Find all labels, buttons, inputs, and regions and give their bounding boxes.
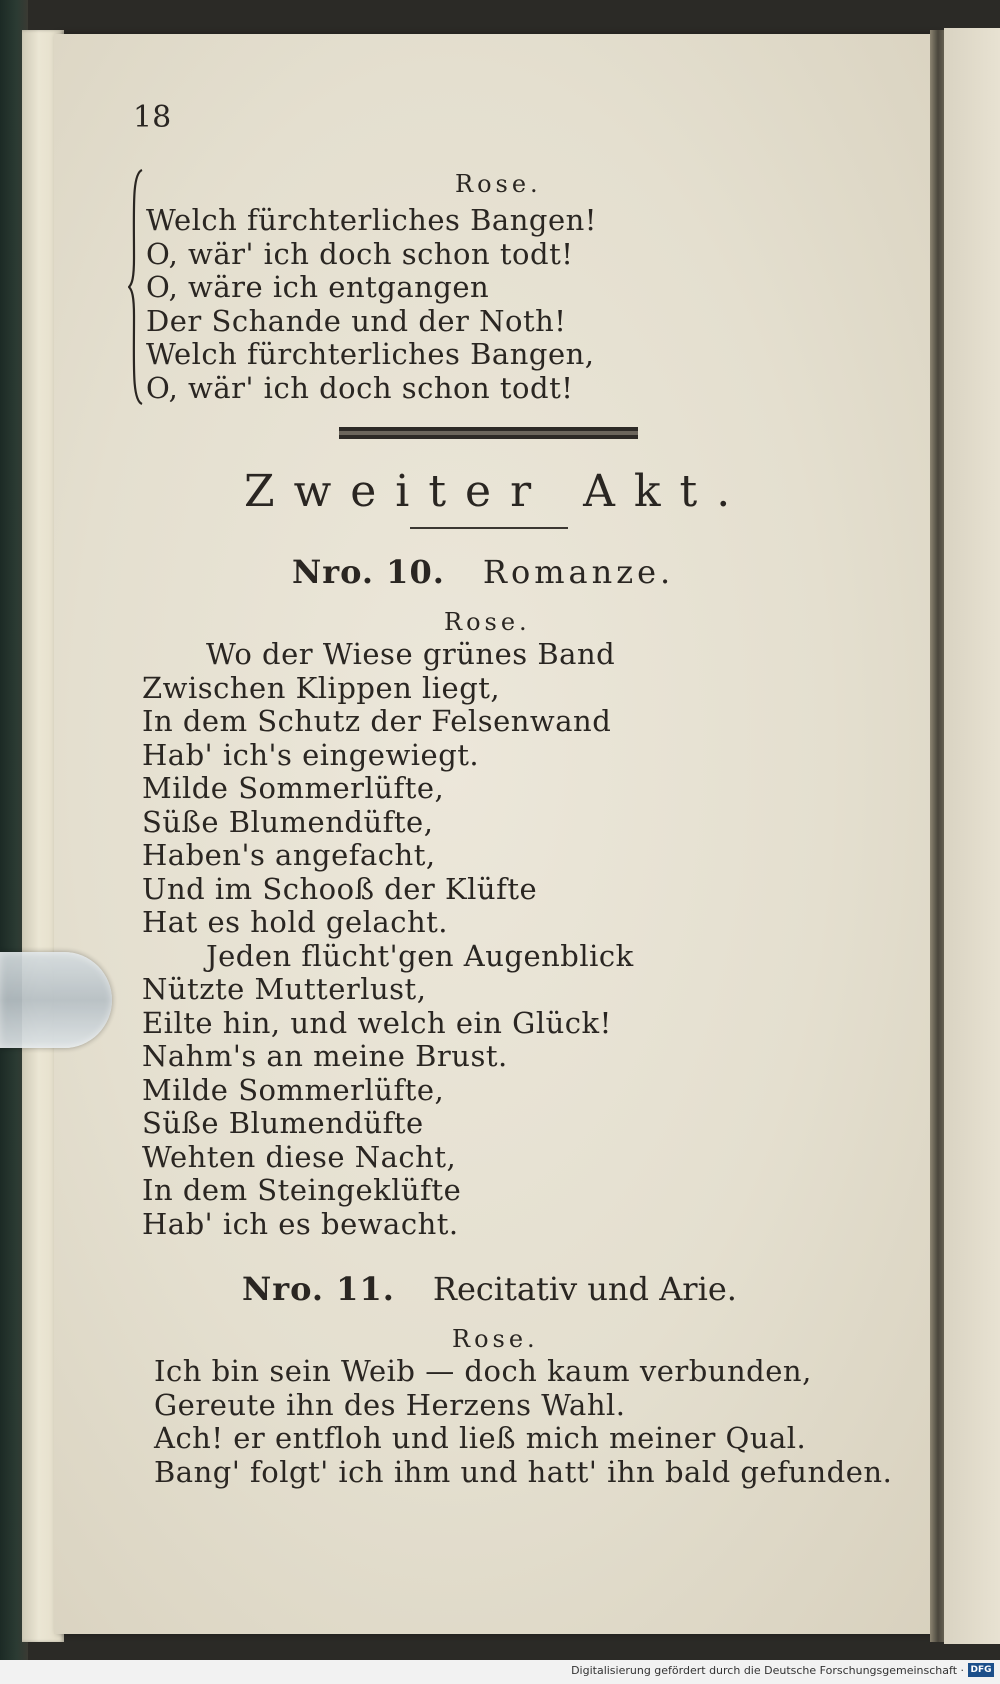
- verse-line: Und im Schooß der Klüfte: [142, 871, 538, 906]
- verse-line: Hab' ich's eingewiegt.: [142, 737, 480, 772]
- number-10-verse: [142, 638, 634, 1241]
- facing-page-edge: [944, 28, 1000, 1644]
- verse-line: Wehten diese Nacht,: [142, 1139, 457, 1174]
- verse-brace: [128, 168, 144, 406]
- verse-line: Eilte hin, und welch ein Glück!: [142, 1005, 612, 1040]
- number-10-title: Romanze.: [482, 553, 675, 591]
- footer-credit: Digitalisierung gefördert durch die Deutsche Forschungsgemeinschaft ·: [571, 1664, 964, 1677]
- scene-end-verse: [146, 204, 597, 405]
- verse-line: Gereute ihn des Herzens Wahl.: [154, 1387, 626, 1422]
- verse-line: Nahm's an meine Brust.: [142, 1039, 508, 1073]
- dfg-logo-icon: DFG: [968, 1663, 994, 1677]
- number-10-heading: [292, 553, 674, 591]
- verse-line: O, wäre ich entgangen: [146, 270, 490, 304]
- verse-line: Milde Sommerlüfte,: [142, 1072, 445, 1107]
- number-11-title: Recitativ und Arie.: [432, 1270, 737, 1308]
- number-11-label: Nro. 11.: [242, 1270, 395, 1308]
- scene-end-speaker: Rose.: [455, 170, 542, 198]
- verse-line: Süße Blumendüfte,: [142, 804, 434, 839]
- section-divider-thick: [339, 427, 638, 439]
- verse-line: Der Schande und der Noth!: [146, 303, 567, 338]
- verse-line: O, wär' ich doch schon todt!: [146, 236, 574, 271]
- number-11-speaker: Rose.: [452, 1325, 539, 1353]
- verse-line: Zwischen Klippen liegt,: [142, 670, 501, 705]
- number-11-verse: [154, 1355, 892, 1489]
- verse-line: In dem Schutz der Felsenwand: [142, 704, 612, 738]
- verse-line: Hat es hold gelacht.: [142, 905, 448, 939]
- number-10-speaker: Rose.: [444, 608, 531, 636]
- verse-line: Süße Blumendüfte: [142, 1106, 424, 1140]
- act-title: Zweiter Akt.: [244, 466, 750, 517]
- verse-line: Bang' folgt' ich ihm und hatt' ihn bald gefunden.: [154, 1454, 893, 1489]
- verse-line: Wo der Wiese grünes Band: [206, 637, 616, 671]
- verse-line: Welch fürchterliches Bangen!: [146, 203, 597, 237]
- verse-line: Hab' ich es bewacht.: [142, 1206, 459, 1241]
- number-11-heading: [242, 1270, 737, 1308]
- verse-line: Nützte Mutterlust,: [142, 972, 427, 1006]
- section-divider-thin: [410, 527, 568, 529]
- verse-line: Ich bin sein Weib — doch kaum verbunden,: [154, 1354, 812, 1388]
- number-10-label: Nro. 10.: [292, 553, 445, 591]
- verse-line: Haben's angefacht,: [142, 838, 436, 872]
- verse-line: Welch fürchterliches Bangen,: [146, 337, 595, 371]
- verse-line: Ach! er entfloh und ließ mich meiner Qual.: [154, 1421, 807, 1455]
- bookmark-tab: [0, 952, 112, 1048]
- verse-line: Jeden flücht'gen Augenblick: [206, 938, 634, 973]
- verse-line: Milde Sommerlüfte,: [142, 771, 445, 805]
- verse-line: In dem Steingeklüfte: [142, 1173, 462, 1207]
- verse-line: O, wär' ich doch schon todt!: [146, 370, 574, 405]
- page-number: 18: [133, 100, 172, 135]
